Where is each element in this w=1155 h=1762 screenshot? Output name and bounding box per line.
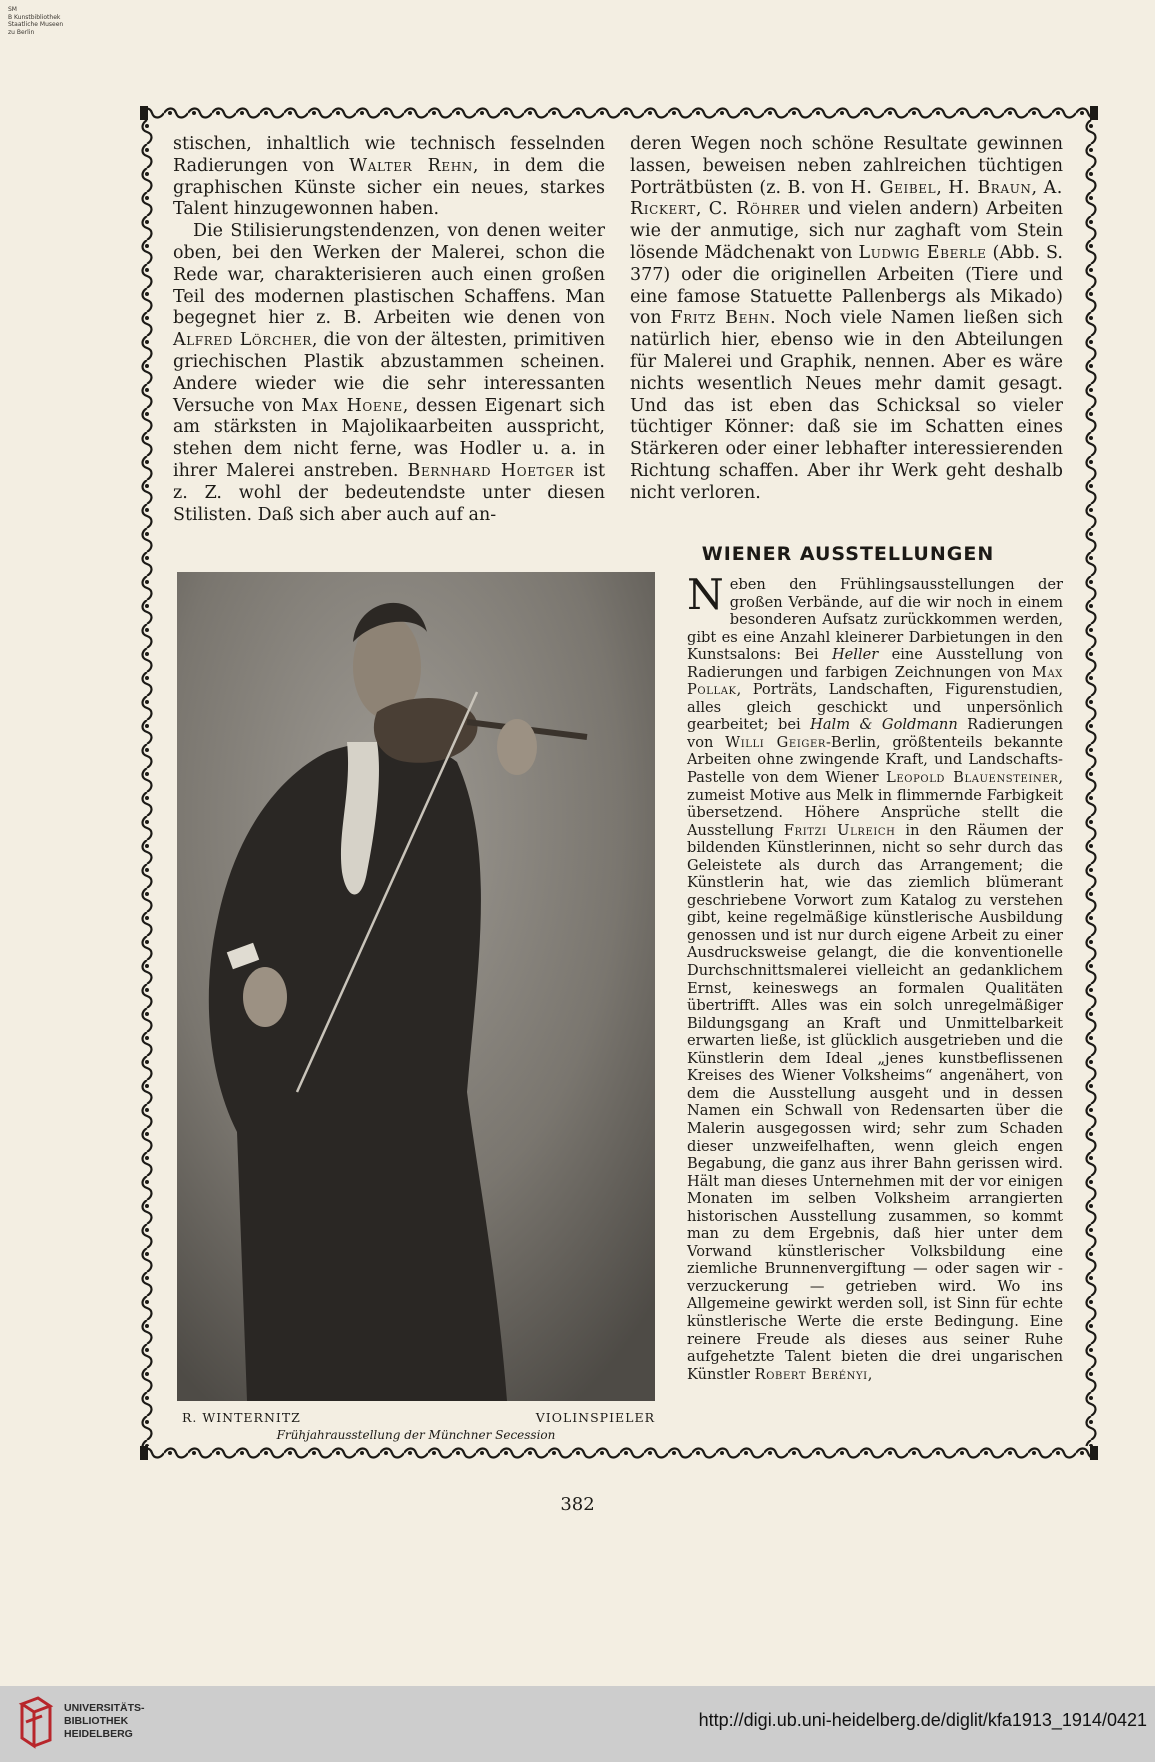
painting-illustration xyxy=(177,572,655,1401)
text-run: , xyxy=(1031,177,1044,198)
paragraph xyxy=(173,134,605,221)
text-run: , zumeist Motive aus Melk in flimmernde Farbigkeit übersetzend. Höhere Ansprüche stellt die Ausstellung xyxy=(687,769,1063,839)
page-number: 382 xyxy=(560,1494,595,1515)
library-stamp xyxy=(8,6,63,36)
text-run: , xyxy=(695,199,709,220)
paragraph xyxy=(173,221,605,526)
text-run: deren Wegen noch schöne Resultate gewinnen lassen, beweisen neben zahlreichen tüchtigen Porträtbüsten (z. B. von xyxy=(630,134,1063,198)
name-smallcaps: Leopold Blauensteiner xyxy=(886,769,1059,787)
source-url-link[interactable]: http://digi.ub.uni-heidelberg.de/diglit/kfa1913_1914/0421 xyxy=(698,1710,1147,1730)
text-run: Radierungen von xyxy=(687,716,1063,751)
stamp-line: zu Berlin xyxy=(8,28,35,36)
name-smallcaps: Alfred Lörcher xyxy=(173,330,312,351)
figure-subcaption: Frühjahrausstellung der Münchner Secession xyxy=(276,1428,556,1442)
left-text-column xyxy=(173,134,605,526)
library-name-line: UNIVERSITÄTS- xyxy=(64,1702,145,1714)
figure-artist: R. WINTERNITZ xyxy=(182,1410,301,1425)
text-run: (Abb. S. 377) oder die originellen Arbeiten (Tiere und eine famose Statuette Pallenbergs als Mikado) von xyxy=(630,242,1063,329)
section-body xyxy=(687,570,1063,1383)
name-smallcaps: Fritz Behn xyxy=(670,308,771,329)
figure-title: VIOLINSPIELER xyxy=(535,1410,655,1425)
library-name xyxy=(64,1702,145,1741)
name-smallcaps: Max Pollak xyxy=(687,663,1063,699)
name-smallcaps: A. Rickert xyxy=(630,177,1063,220)
digitization-footer xyxy=(0,1686,1155,1762)
name-smallcaps: Bernhard Hoetger xyxy=(407,460,575,481)
right-text-column xyxy=(630,134,1063,505)
stamp-line: B Kunstbibliothek xyxy=(8,13,61,21)
text-run: . Noch viele Namen ließen sich natürlich hier, ebenso wie in den Abteilungen für Malerei und Graphik, nennen. Aber es wäre nichts wesentlich Neues mehr damit gesagt. Und das ist eben das Schicksal so vieler tüchtiger Könner: daß sie im Schatten eines Stärkeren oder einer lebhafter interessierenden Richtung schaffen. Aber ihr Werk geht deshalb nicht verloren. xyxy=(630,308,1063,503)
text-run: , die von der ältesten, primitiven griechischen Plastik abzustammen scheinen. Andere wieder wie die sehr interessanten Versuche von xyxy=(173,330,605,416)
name-smallcaps: Max Hoene xyxy=(301,395,403,416)
text-run: , xyxy=(867,1365,873,1383)
text-run: stischen, inhaltlich wie technisch fesselnden Radierungen von xyxy=(173,134,605,176)
name-italic: Halm & Goldmann xyxy=(810,716,958,734)
library-name-line: BIBLIOTHEK xyxy=(64,1715,129,1727)
stamp-line: Staatliche Museen xyxy=(8,21,64,28)
name-smallcaps: Ludwig Eberle xyxy=(858,242,987,263)
text-run: und vielen andern) Arbeiten wie der anmutige, sich nur zaghaft vom Stein lösende Mädchenakt von xyxy=(630,199,1063,263)
stamp-line: SM xyxy=(8,6,17,13)
text-run: -Berlin, größtenteils bekannte Arbeiten ohne zwingende Kraft, und Landschafts-Pastelle von dem Wiener xyxy=(687,733,1063,787)
ornament-border-right xyxy=(1084,120,1098,1446)
text-run: , xyxy=(936,177,949,198)
name-smallcaps: Walter Rehn xyxy=(349,155,473,176)
library-logo-icon xyxy=(16,1696,56,1752)
name-smallcaps: C. Röhrer xyxy=(708,199,801,220)
violinist-painting xyxy=(177,572,655,1401)
name-smallcaps: H. Braun xyxy=(948,177,1032,198)
text-run: , dessen Eigenart sich am stärksten in Majolikaarbeiten ausspricht, stehen dem nicht ferne, was Hodler u. a. in ihrer Malerei anstreben. xyxy=(173,395,605,481)
ornament-border-bottom xyxy=(140,1446,1098,1460)
name-smallcaps: H. Geibel xyxy=(850,177,937,198)
text-run: , Porträts, Landschaften, Figurenstudien, alles gleich geschickt und unpersönlich gearbeitet; bei xyxy=(687,681,1063,734)
paragraph xyxy=(630,134,1063,505)
section-heading: WIENER AUSSTELLUNGEN xyxy=(701,543,995,565)
text-run: eine Ausstellung von Radierungen und farbigen Zeichnungen von xyxy=(687,646,1063,681)
ornament-border-left xyxy=(140,120,154,1446)
section-text xyxy=(687,570,1063,1383)
library-name-line: HEIDELBERG xyxy=(64,1728,133,1740)
text-run: , in dem die graphischen Künste sicher ein neues, starkes Talent hinzugewonnen haben. xyxy=(173,155,605,220)
text-run: eben den Frühlingsausstellungen der großen Verbände, auf die wir noch in einem besonderen Aufsatz zurückkommen werden, gibt es eine Anzahl kleinerer Darbietungen in den Kunstsalons: Bei xyxy=(687,576,1063,664)
name-smallcaps: Willi Geiger xyxy=(725,733,826,751)
name-smallcaps: Fritzi Ulreich xyxy=(783,821,896,839)
name-italic: Heller xyxy=(831,646,879,664)
text-run: Die Stilisierungstendenzen, von denen weiter oben, bei den Werken der Malerei, schon die Rede war, charakterisieren auch einen großen Teil des modernen plastischen Schaffens. Man begegnet hier z. B. Arbeiten wie denen von xyxy=(173,221,605,329)
drop-cap: N xyxy=(687,570,724,619)
ornament-border-top xyxy=(140,106,1098,120)
name-smallcaps: Robert Berényi xyxy=(754,1365,868,1383)
text-run: in den Räumen der bildenden Künstlerinnen, nicht so sehr durch das Geleistete als durch das Arrangement; die Künstlerin hat, wie das ziemlich blümerant geschriebene Vorwort zum Katalog zu verstehen gibt, keine regelmäßige künstlerische Ausbildung genossen und ist nur durch eigene Arbeit zu einer Ausdrucksweise gelangt, die die konventionelle Durchschnittsmalerei vielleicht an gedanklichem Ernst, keineswegs an formalen Qualitäten übertrifft. Alles was ein solch unregelmäßiger Bildungsgang an Kraft und Unmittelbarkeit erwarten ließe, ist glücklich ausgetrieben und die Künstlerin dem Ideal „jenes kunstbeflissenen Kreises des Wiener Volksheims“ angenähert, von dem die Ausstellung ausgeht und in dessen Namen ein Schwall von Redensarten über die Malerin ausgegossen wird; sehr zum Schaden dieser unzweifelhaften, wenn gleich engen Begabung, die ganz aus ihrer Bahn gerissen wird. Hält man dieses Unternehmen mit der vor einigen Monaten im selben Volksheim arrangierten historischen Ausstellung zusammen, so kommt man zu dem Ergebnis, daß hier unter dem Vorwand künstlerischer Volksbildung eine ziemliche Brunnenvergiftung — oder sagen wir -verzuckerung — getrieben wird. Wo ins Allgemeine gewirkt werden soll, ist Sinn für echte künstlerische Werte die erste Bedingung. Eine reinere Freude als dieses aus seiner Ruhe aufgehetzte Talent bieten die drei ungarischen Künstler xyxy=(687,821,1063,1383)
text-run: ist z. Z. wohl der bedeutendste unter diesen Stilisten. Daß sich aber auch auf an- xyxy=(173,460,605,525)
